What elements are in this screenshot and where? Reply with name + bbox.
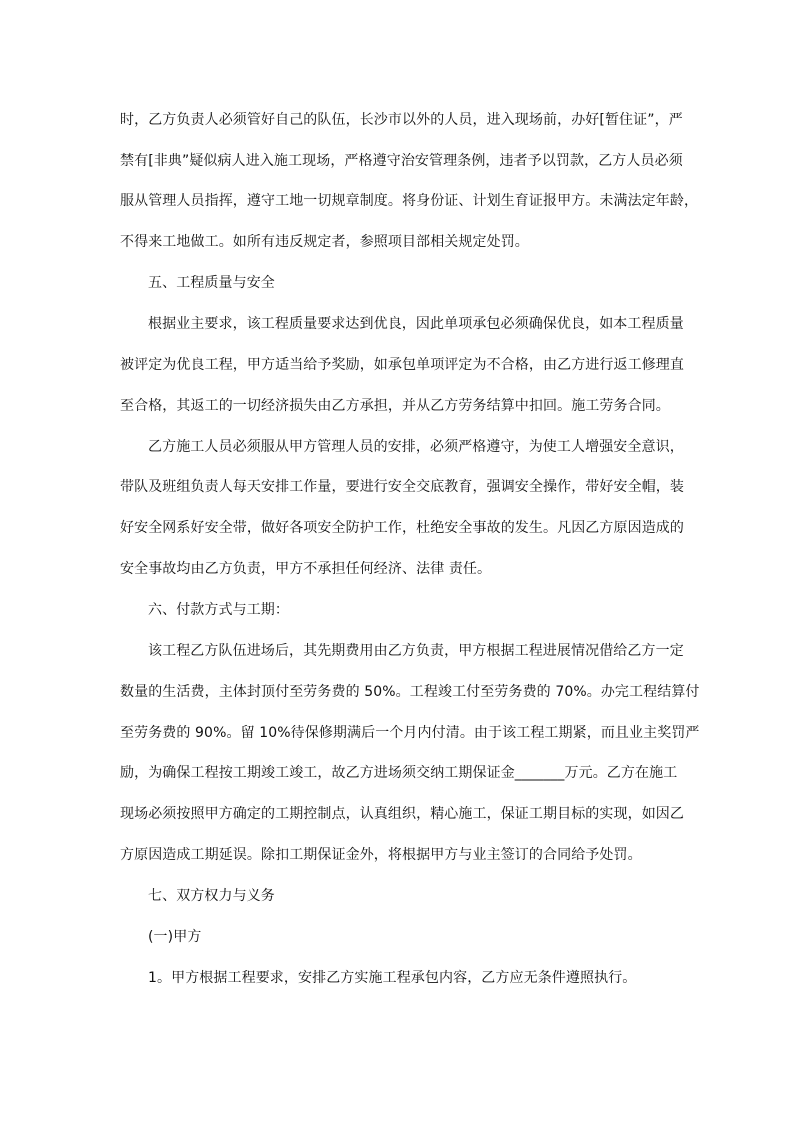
list-item: 1。甲方根据工程要求，安排乙方实施工程承包内容，乙方应无条件遵照执行。 [148,970,637,986]
section-heading: 五、工程质量与安全 [148,275,275,291]
body-line: 乙方施工人员必须服从甲方管理人员的安排，必须严格遵守，为使工人增强安全意识， [148,439,684,455]
body-line: 至合格，其返工的一切经济损失由乙方承担，并从乙方劳务结算中扣回。施工劳务合同。 [120,398,670,414]
body-line: 禁有[非典”疑似病人进入施工现场，严格遵守治安管理条例，违者予以罚款，乙方人员必须 [120,153,683,169]
body-line: 方原因造成工期延误。除扣工期保证金外，将根据甲方与业主签订的合同给予处罚。 [120,847,642,863]
body-line: 带队及班组负责人每天安排工作量，要进行安全交底教育，强调安全操作，带好安全帽，装 [120,479,684,495]
section-heading: 七、双方权力与义务 [148,888,275,904]
body-line: 该工程乙方队伍进场后，其先期费用由乙方负责，甲方根据工程进展情况借给乙方一定 [148,643,684,659]
body-line: 服从管理人员指挥，遵守工地一切规章制度。将身份证、计划生育证报甲方。未满法定年龄， [120,193,699,209]
section-heading: 六、付款方式与工期： [148,602,289,618]
body-line: 现场必须按照甲方确定的工期控制点，认真组织，精心施工，保证工期目标的实现，如因乙 [120,806,684,822]
subsection-heading: (一)甲方 [148,929,202,945]
body-line: 安全事故均由乙方负责，甲方不承担任何经济、法律 责任。 [120,561,492,577]
body-line: 被评定为优良工程，甲方适当给予奖励，如承包单项评定为不合格，由乙方进行返工修理直 [120,357,684,373]
body-line: 数量的生活费，主体封顶付至劳务费的 50%。工程竣工付至劳务费的 70%。办完工程结算付 [120,684,700,700]
body-line: 励，为确保工程按工期竣工竣工，故乙方进场须交纳工期保证金_______万元。乙方在施工 [120,765,678,781]
body-line: 好安全网系好安全带，做好各项安全防护工作，杜绝安全事故的发生。凡因乙方原因造成的 [120,520,684,536]
body-line: 根据业主要求，该工程质量要求达到优良，因此单项承包必须确保优良，如本工程质量 [148,316,684,332]
body-line: 时，乙方负责人必须管好自己的队伍，长沙市以外的人员，进入现场前，办好[暂住证”，严 [120,112,683,128]
body-line: 不得来工地做工。如所有违反规定者，参照项目部相关规定处罚。 [120,234,529,250]
body-line: 至劳务费的 90%。留 10%待保修期满后一个月内付清。由于该工程工期紧，而且业主奖罚严 [120,725,700,741]
